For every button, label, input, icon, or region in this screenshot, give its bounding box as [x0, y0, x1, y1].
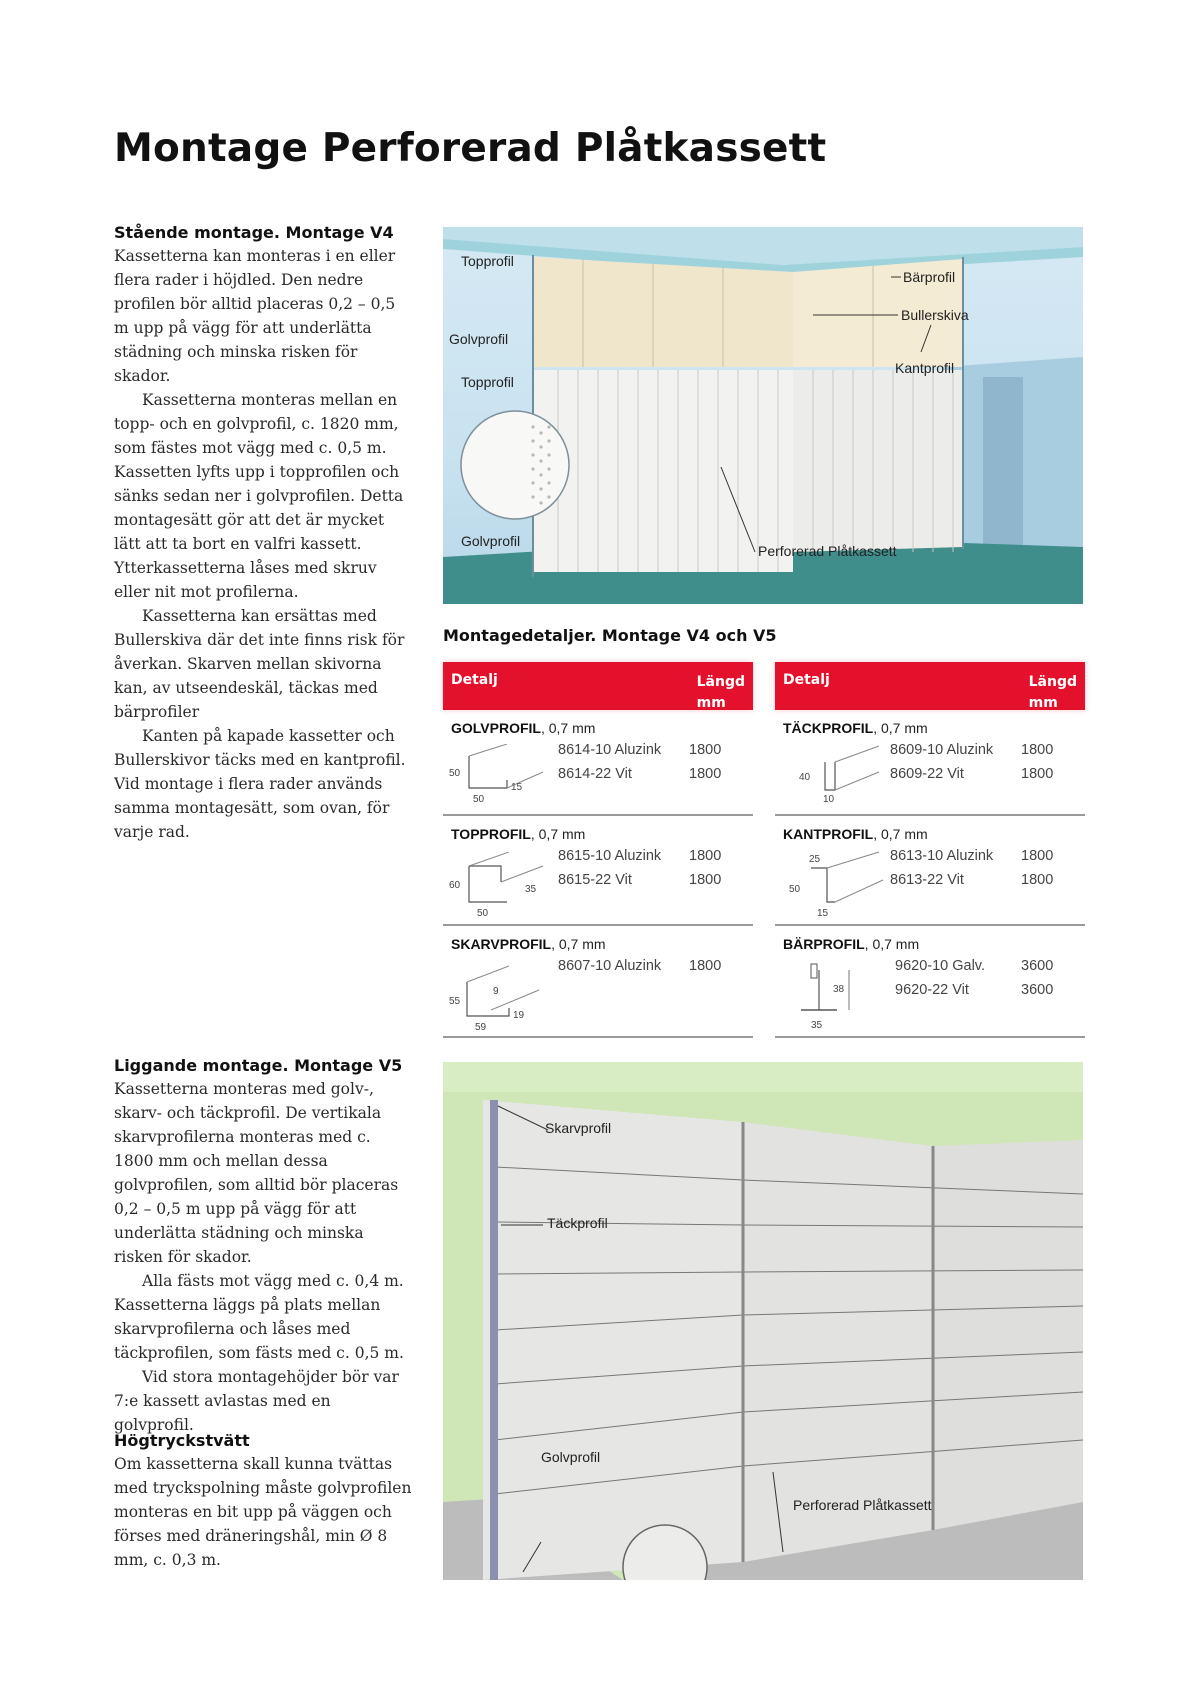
profile-title: KANTPROFIL [783, 826, 874, 842]
variant-code: 8607-10 Aluzink [558, 958, 662, 974]
kantprofil-section-icon [779, 850, 889, 920]
svg-text:59: 59 [475, 1022, 487, 1032]
paragraph: Alla fästs mot vägg med c. 0,4 m. Kassetterna läggs på plats mellan skarvprofilerna och låses med täckprofilen, som fästs med c. 0,5 m. [114, 1272, 404, 1362]
paragraph: Kassetterna monteras mellan en topp- och en golvprofil, c. 1820 mm, som fästes mot vägg med c. 0,5 m. Kassetten lyfts upp i topprofilen och sänks sedan ner i golvprofilen. Detta montagesätt gör att det är mycket lätt att ta bort en valfri kassett. Ytterkassetterna låses med skruv eller nit mot profilerna. [114, 391, 404, 601]
variant-code: 8609-22 Vit [890, 766, 964, 782]
label-barprofil: Bärprofil [903, 269, 956, 285]
column-length-unit: mm [696, 695, 726, 711]
variant-code: 9620-22 Vit [895, 982, 969, 998]
tackprofil-section-icon [779, 744, 889, 804]
label-topprofil: Topprofil [461, 374, 514, 390]
topprofil-section-icon [447, 852, 547, 918]
label-golvprofil: Golvprofil [541, 1449, 601, 1465]
profile-name [783, 720, 928, 736]
svg-text:10: 10 [823, 794, 835, 804]
figure-v4-illustration [443, 227, 1083, 604]
variant-length: 1800 [689, 872, 722, 888]
label-golvprofil: Golvprofil [449, 331, 509, 347]
section-hogtryck-heading: Högtryckstvätt [114, 1431, 250, 1450]
section-v4-heading: Stående montage. Montage V4 [114, 223, 394, 242]
details-table-left [443, 662, 753, 1038]
column-length [697, 672, 745, 714]
column-length-label: Längd [696, 674, 745, 690]
variant-code: 8613-10 Aluzink [890, 848, 994, 864]
profile-spec: , 0,7 mm [540, 720, 596, 736]
column-length-unit: mm [1028, 695, 1058, 711]
table-row [775, 710, 1085, 816]
profile-spec: , 0,7 mm [551, 936, 606, 952]
variant-code: 8609-10 Aluzink [890, 742, 994, 758]
label-tackprofil: Täckprofil [547, 1215, 608, 1231]
variant-code: 9620-10 Galv. [895, 958, 986, 974]
paragraph: Kanten på kapade kassetter och Bullerskivor täcks med en kantprofil. Vid montage i flera rader används samma montagesätt, som ovan, för varje rad. [114, 727, 406, 841]
paragraph: Kassetterna monteras med golv-, skarv- och täckprofil. De vertikala skarvprofilerna monteras med c. 1800 mm och mellan dessa golvprofilen, som alltid bör placeras 0,2 – 0,5 m upp på vägg för att underlätta städning och minska risken för skador. [114, 1080, 399, 1266]
profile-name [451, 826, 585, 842]
details-heading: Montagedetaljer. Montage V4 och V5 [443, 626, 777, 645]
variant-code: 8613-22 Vit [890, 872, 964, 888]
profile-title: TÄCKPROFIL [783, 720, 874, 736]
section-v4-text [114, 222, 414, 844]
profile-spec: , 0,7 mm [873, 720, 928, 736]
variant-length: 1800 [689, 848, 722, 864]
profile-title: SKARVPROFIL [451, 936, 552, 952]
paragraph: Vid stora montagehöjder bör var 7:e kassett avlastas med en golvprofil. [114, 1368, 399, 1434]
golvprofil-section-icon [447, 744, 547, 804]
svg-text:9: 9 [493, 986, 499, 997]
label-bullerskiva: Bullerskiva [901, 307, 969, 323]
paragraph: Om kassetterna skall kunna tvättas med tryckspolning måste golvprofilen monteras en bit upp på väggen och förses med dräneringshål, min Ø 8 mm, c. 0,3 m. [114, 1455, 412, 1569]
svg-text:25: 25 [809, 854, 821, 865]
column-length [1029, 672, 1077, 714]
variant-code: 8614-22 Vit [558, 766, 632, 782]
profile-title: GOLVPROFIL [451, 720, 541, 736]
table-row [775, 816, 1085, 926]
profile-spec: , 0,7 mm [864, 936, 920, 952]
variant-length: 1800 [1021, 766, 1054, 782]
svg-text:40: 40 [799, 772, 811, 783]
section-hogtryck-text [114, 1430, 414, 1572]
profile-name [451, 720, 595, 736]
profile-spec: , 0,7 mm [530, 826, 586, 842]
svg-text:50: 50 [477, 908, 489, 918]
svg-text:55: 55 [449, 996, 461, 1007]
barprofil-section-icon [779, 962, 889, 1032]
variant-length: 1800 [689, 958, 722, 974]
profile-title: BÄRPROFIL [783, 936, 865, 952]
svg-text:35: 35 [525, 884, 537, 895]
page-title: Montage Perforerad Plåtkassett [114, 126, 827, 171]
variant-length: 1800 [689, 742, 722, 758]
label-skarvprofil: Skarvprofil [545, 1120, 612, 1136]
svg-text:38: 38 [833, 984, 845, 995]
table-row [443, 710, 753, 816]
profile-name [783, 936, 919, 952]
svg-text:60: 60 [449, 880, 461, 891]
section-v5-heading: Liggande montage. Montage V5 [114, 1056, 403, 1075]
label-kantprofil: Kantprofil [895, 360, 955, 376]
variant-length: 1800 [1021, 872, 1054, 888]
variant-length: 1800 [689, 766, 722, 782]
skarvprofil-section-icon [447, 964, 547, 1032]
label-topprofil: Topprofil [461, 253, 514, 269]
profile-name [451, 936, 606, 952]
label-perforerad-platkassett: Perforerad Plåtkassett [793, 1497, 932, 1513]
variant-code: 8615-10 Aluzink [558, 848, 662, 864]
label-golvprofil: Golvprofil [461, 533, 521, 549]
svg-text:50: 50 [473, 794, 485, 804]
wall-illustration-v5 [443, 1062, 1083, 1580]
variant-length: 1800 [1021, 848, 1054, 864]
table-row [443, 816, 753, 926]
table-header [775, 662, 1085, 710]
svg-text:15: 15 [511, 782, 523, 793]
svg-text:50: 50 [449, 768, 461, 779]
variant-length: 3600 [1021, 958, 1054, 974]
table-row [443, 926, 753, 1038]
table-row [775, 926, 1085, 1038]
figure-v5-illustration [443, 1062, 1083, 1580]
label-perforerad-platkassett: Perforerad Plåtkassett [758, 543, 897, 559]
details-table-right [775, 662, 1085, 1038]
column-length-label: Längd [1028, 674, 1077, 690]
svg-text:15: 15 [817, 908, 829, 919]
variant-length: 1800 [1021, 742, 1054, 758]
section-v5-text [114, 1055, 414, 1437]
variant-code: 8614-10 Aluzink [558, 742, 662, 758]
paragraph: Kassetterna kan ersättas med Bullerskiva där det inte finns risk för åverkan. Skarven mellan skivorna kan, av utseendeskäl, täckas med bärprofiler [114, 607, 405, 721]
profile-spec: , 0,7 mm [873, 826, 928, 842]
profile-title: TOPPROFIL [451, 826, 531, 842]
svg-text:50: 50 [789, 884, 801, 895]
column-detail: Detalj [451, 672, 498, 688]
svg-text:19: 19 [513, 1010, 525, 1021]
variant-code: 8615-22 Vit [558, 872, 632, 888]
profile-name [783, 826, 928, 842]
column-detail: Detalj [783, 672, 830, 688]
variant-length: 3600 [1021, 982, 1054, 998]
table-header [443, 662, 753, 710]
svg-text:35: 35 [811, 1020, 823, 1031]
paragraph: Kassetterna kan monteras i en eller flera rader i höjdled. Den nedre profilen bör alltid placeras 0,2 – 0,5 m upp på vägg för att underlätta städning och minska risken för skador. [114, 247, 396, 385]
